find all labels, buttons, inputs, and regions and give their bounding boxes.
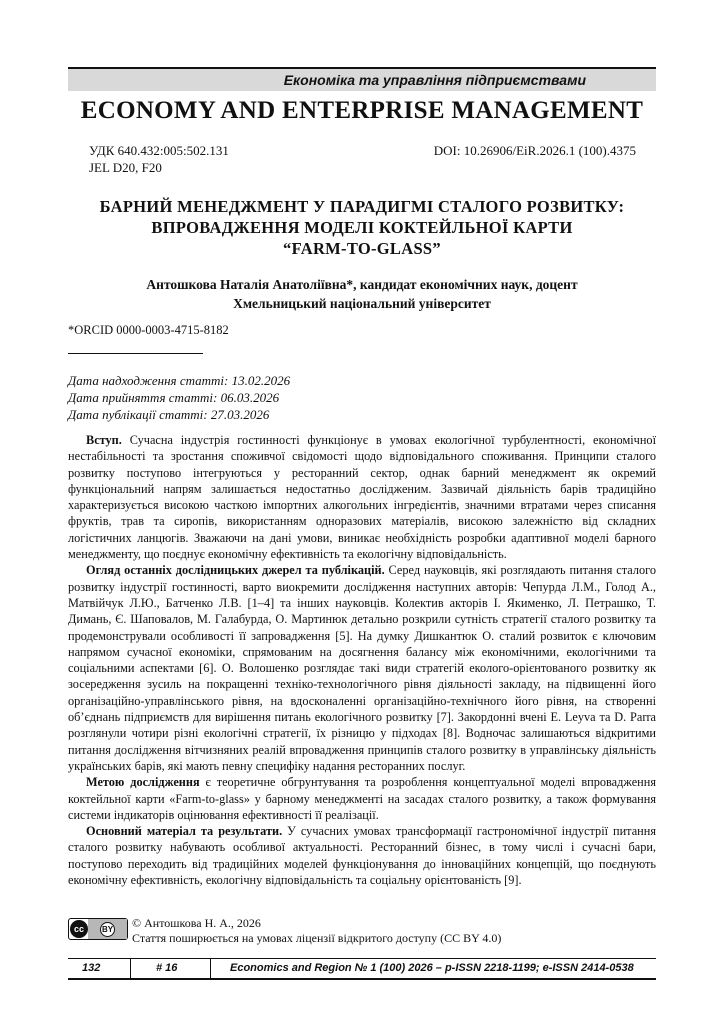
jel-code: JEL D20, F20 [89,160,162,175]
running-header [68,67,656,91]
by-panel [88,919,127,939]
paragraph-text: є теоретичне обгрунтування та розроблення концептуальної моделі впровадження коктейльної карти «Farm-to-glass» у барному менеджменті на засадах сталого розвитку, а також формування системи індикаторів оцінювання ефективності її реалізації. [68,775,656,822]
section-title: Економіка та управління підприємствами [283,72,586,88]
classification-codes [89,142,229,176]
footer-divider [130,959,131,978]
cc-icon: cc [70,920,88,938]
footer-divider [210,959,211,978]
page-number: 132 [82,962,101,974]
article-body [68,432,656,888]
paragraph-literature-review [68,562,656,774]
paragraph-heading: Вступ. [86,433,122,447]
doi: DOI: 10.26906/EiR.2026.1 (100).4375 [433,143,636,158]
orcid: *ORCID 0000-0003-4715-8182 [68,323,229,337]
issue-number: # 16 [156,962,178,974]
paragraph-heading: Основний матеріал та результати. [86,824,283,839]
paragraph-text: Серед науковців, які розглядають питання сталого розвитку індустрії гостинності, варто виокремити дослідження наступних авторів: Чепурда Л.М., Голод А., Матвійчук Л.Ю., Батченко Л.В. [1–4] та інших науковців. Колектив акторів І. Якименко, Л. Петрашко, Т. Димань, Є. Шаповалов, М. Галабурда, О. Мартинюк детально розкрили сутність стратегії сталого розвитку та продемонстрували особливості її запровадження [5]. На думку Дишкантюк О. сталий розвиток є ключовим напрямом сучасної економіки, спрямованим на досягнення балансу між економічними, екологічними та соціальними аспектами [6]. О. Волошенко розглядає такі види стратегій еколого-орієнтованого розвитку як зосередження зусиль на покращенні техніко-технологічного рівня діяльності закладу, на підвищенні його організаційно-управлінського рівня, на вдосконаленні організаційно-технічного його рівня, на створенні об’єднань підприємств для вирішення питань екологічного розвитку [7]. Закордонні вчені E. Leyva та D. Parra розглянули чотири різні екологічні стратегії, їх різницю у підходах [8]. Водночас залишаються відкритими питання дослідження вітчизняних реалій впровадження принципів сталого розвитку в управлінську діяльність українських барів, які мають певну специфіку надання ресторанних послуг. [68,563,656,773]
paragraph-introduction [68,432,656,562]
license-text [132,916,501,946]
date-accepted: Дата прийняття статті: 06.03.2026 [68,390,280,405]
udc-code: УДК 640.432:005:502.131 [89,143,229,158]
paragraph-text: Сучасна індустрія гостинності функціонує в умовах екологічної турбулентності, економічної нестабільності та зростання споживчої свідомості щодо відповідального споживання. Принципи сталого розвитку поступово інтегруються у ресторанний сектор, однак барний менеджмент як окремий функціональний напрям залишається недостатньо дослідженим. Зазвичай діяльність барів традиційно характеризується високою часткою імпортних алкогольних інгредієнтів, значними втратами через списання фруктів, трав та сиропів, використанням одноразових матеріалів, високою залежністю від складних логістичних ланцюгів. Зважаючи на дані умови, виникає необхідність розробки адаптивної моделі барного менеджменту, що поєднує економічну ефективність та екологічну відповідальність. [68,433,656,562]
footnote-rule [68,353,203,354]
paragraph-aim [68,774,656,823]
journal-citation: Economics and Region № 1 (100) 2026 – p-ISSN 2218-1199; e-ISSN 2414-0538 [230,962,634,974]
paragraph-heading: Огляд останніх дослідницьких джерел та публікацій. [86,563,385,578]
license-statement: Стаття поширюється на умовах ліцензії відкритого доступу (CC BY 4.0) [132,931,502,945]
title-line: “FARM-TO-GLASS” [283,239,441,258]
date-published: Дата публікації статті: 27.03.2026 [68,407,270,422]
paragraph-heading: Метою дослідження [86,775,200,790]
paragraph-text: У сучасних умовах трансформації гастрономічної індустрії питання сталого розвитку набувають особливої актуальності. Ресторанний бізнес, в тому числі і сучасні бари, поступово переходить від традиційних моделей функціонування до інноваційних концепцій, що поєднують економічну ефективність, екологічну відповідальність та соціальну орієнтованість [9]. [68,824,656,888]
by-icon: BY [100,922,115,937]
title-line: БАРНИЙ МЕНЕДЖМЕНТ У ПАРАДИГМІ СТАЛОГО РОЗВИТКУ: [99,197,625,216]
author-name: Антошкова Наталія Анатоліївна*, кандидат економічних наук, доцент [146,277,578,292]
author-affiliation: Хмельницький національний університет [233,296,491,311]
author-block [60,275,664,313]
paragraph-results [68,823,656,888]
page-footer [68,958,656,980]
journal-title: ECONOMY AND ENTERPRISE MANAGEMENT [80,97,644,124]
title-line: ВПРОВАДЖЕННЯ МОДЕЛІ КОКТЕЙЛЬНОЇ КАРТИ [151,218,573,237]
cc-by-badge-icon [68,918,128,940]
copyright: © Антошкова Н. А., 2026 [132,916,261,930]
article-title [60,196,664,259]
date-received: Дата надходження статті: 13.02.2026 [68,373,291,388]
article-dates [68,372,290,423]
